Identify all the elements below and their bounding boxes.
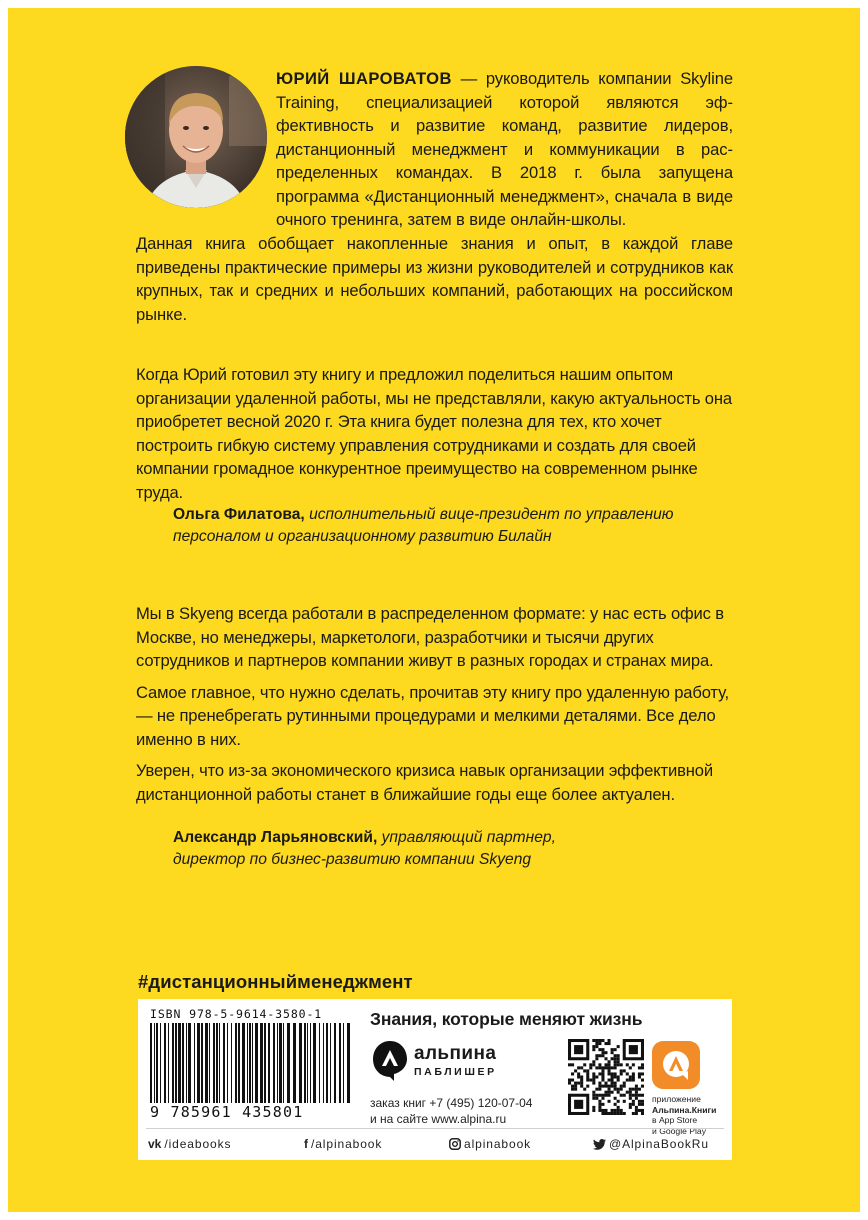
back-cover — [8, 8, 860, 1212]
app-info-name: Альпина.Книги — [652, 1104, 717, 1115]
social-twitter-handle: @AlpinaBookRu — [609, 1137, 709, 1151]
quote-filatova — [136, 363, 736, 512]
attribution-filatova-name: Ольга Филатова, — [173, 506, 305, 523]
author-bio-summary: Данная книга обобщает накопленные знания и опыт, в каждой главе приведены практические примеры из жизни руководителей и сотрудников как крупных, так и средних и небольших компаний, работающих на российском рынке. — [136, 234, 733, 324]
social-vk[interactable] — [148, 1137, 231, 1151]
attribution-filatova — [173, 504, 733, 548]
attribution-filatova-role: исполнительный вице-президент по управлению персоналом и организационному развитию Билайн — [173, 506, 674, 545]
quote-laryanovsky-paragraph: Уверен, что из-за экономического кризиса навык организации эффективной дистанционной работы станет в ближайшие годы еще более актуален. — [136, 761, 714, 804]
instagram-icon — [449, 1138, 461, 1150]
social-twitter[interactable] — [593, 1137, 709, 1151]
app-info-line: в App Store — [652, 1115, 698, 1125]
social-vk-handle: /ideabooks — [164, 1137, 232, 1151]
social-facebook-handle: /alpinabook — [311, 1137, 383, 1151]
barcode — [148, 1023, 354, 1103]
social-instagram[interactable] — [449, 1137, 531, 1151]
author-bio-lead — [276, 67, 733, 232]
attribution-laryanovsky — [173, 827, 733, 871]
social-divider — [146, 1128, 724, 1129]
social-instagram-handle: alpinabook — [464, 1137, 532, 1151]
isbn-label: ISBN 978-5-9614-3580-1 — [150, 1007, 323, 1021]
vk-icon: vk — [148, 1137, 162, 1151]
attribution-laryanovsky-role-1: управляющий партнер, — [377, 829, 556, 846]
author-photo — [125, 66, 267, 208]
twitter-icon — [593, 1139, 606, 1150]
order-info — [370, 1095, 532, 1127]
publisher-panel — [138, 999, 732, 1160]
author-bio-lead-text: — руководитель компании Skyline Training, специализацией которой являются эффективность и развитие команд, развитие лидеров, дистанционный менеджмент и коммуникации в распределенных командах. В 2018 г. была запущена программа «Дистанционный менеджмент», сначала в виде очного тренинга, затем в виде онлайн-школы. — [276, 69, 733, 229]
facebook-icon: f — [304, 1137, 308, 1151]
tagline: Знания, которые меняют жизнь — [370, 1009, 643, 1029]
order-site: и на сайте www.alpina.ru — [370, 1112, 507, 1126]
order-phone: заказ книг +7 (495) 120-07-04 — [370, 1096, 533, 1110]
social-facebook[interactable] — [304, 1137, 382, 1151]
alpina-books-app-icon[interactable] — [652, 1041, 700, 1089]
author-name: ЮРИЙ ШАРОВАТОВ — [276, 69, 452, 88]
app-info — [652, 1094, 716, 1136]
alpina-logo-icon — [370, 1039, 410, 1081]
hashtag: #дистанционныйменеджмент — [138, 971, 413, 992]
quote-laryanovsky-paragraph: Самое главное, что нужно сделать, прочитав эту книгу про удаленную работу, — не пренебрегать рутинными процедурами и мелкими деталями. Все дело именно в них. — [136, 682, 730, 749]
attribution-laryanovsky-role-2: директор по бизнес-развитию компании Skyeng — [173, 851, 532, 868]
app-info-line: и Google Play — [652, 1125, 707, 1136]
barcode-digits: 9 785961 435801 — [150, 1103, 304, 1121]
app-info-line: приложение — [652, 1094, 701, 1104]
publisher-sub: ПАБЛИШЕР — [414, 1066, 497, 1078]
quote-laryanovsky-paragraph: Мы в Skyeng всегда работали в распределенном формате: у нас есть офис в Москве, но менеджеры, маркетологи, разработчики и тысячи других сотрудников и партнеров компании живут в разных городах и странах мира. — [136, 604, 724, 670]
quote-filatova-text: Когда Юрий готовил эту книгу и предложил поделиться нашим опытом организации удаленной работы, мы не представляли, какую актуальность она приобретет весной 2020 г. Эта книга будет полезна для тех, кто хочет построить гибкую систему управления сотрудниками и создать для своей компании громадное конкурентное преимущество на современном рынке труда. — [136, 365, 732, 502]
attribution-laryanovsky-name: Александр Ларьяновский, — [173, 829, 378, 846]
quote-laryanovsky — [136, 602, 736, 814]
publisher-name: альпина — [414, 1043, 497, 1064]
qr-code[interactable] — [568, 1039, 644, 1115]
